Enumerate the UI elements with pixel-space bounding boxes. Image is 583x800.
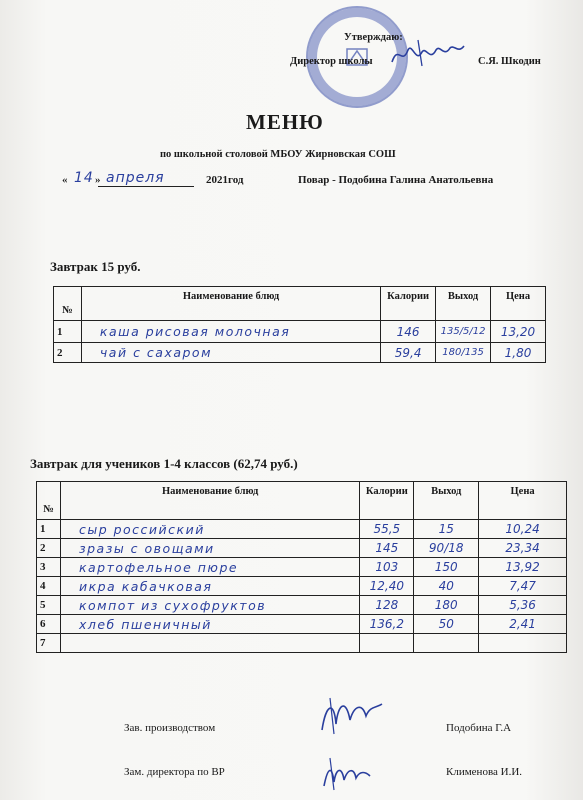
dish-name: хлеб пшеничный bbox=[60, 615, 359, 634]
dish-price: 13,20 bbox=[491, 321, 546, 343]
approve-label: Утверждаю: bbox=[344, 32, 403, 43]
dish-calories: 145 bbox=[360, 539, 414, 558]
dish-calories: 136,2 bbox=[360, 615, 414, 634]
dish-price bbox=[479, 634, 567, 653]
page-title: МЕНЮ bbox=[246, 110, 324, 134]
dish-output: 40 bbox=[414, 577, 479, 596]
dish-name: зразы с овощами bbox=[60, 539, 359, 558]
deputy-director-signature bbox=[320, 752, 384, 792]
row-number: 6 bbox=[37, 615, 61, 634]
director-name: С.Я. Шкодин bbox=[478, 56, 541, 67]
table-row bbox=[54, 343, 546, 363]
date-month: апреля bbox=[106, 170, 165, 186]
col-dish-name: Наименование блюд bbox=[60, 482, 359, 520]
col-output: Выход bbox=[414, 482, 479, 520]
menu-table-2 bbox=[36, 481, 567, 653]
dish-output: 50 bbox=[414, 615, 479, 634]
col-number: № bbox=[54, 287, 82, 321]
dish-price: 23,34 bbox=[479, 539, 567, 558]
row-number: 2 bbox=[37, 539, 61, 558]
dish-price: 13,92 bbox=[479, 558, 567, 577]
col-number: № bbox=[37, 482, 61, 520]
row-number: 4 bbox=[37, 577, 61, 596]
dish-price: 1,80 bbox=[491, 343, 546, 363]
role-deputy-director: Зам. директора по ВР bbox=[124, 766, 225, 778]
dish-name: картофельное пюре bbox=[60, 558, 359, 577]
col-output: Выход bbox=[436, 287, 491, 321]
row-number: 2 bbox=[54, 343, 82, 363]
row-number: 1 bbox=[54, 321, 82, 343]
row-number: 5 bbox=[37, 596, 61, 615]
name-deputy-director: Клименова И.И. bbox=[446, 766, 523, 778]
dish-price: 7,47 bbox=[479, 577, 567, 596]
date-day: 14 bbox=[74, 170, 94, 186]
col-price: Цена bbox=[491, 287, 546, 321]
dish-price: 10,24 bbox=[479, 520, 567, 539]
section2-title: Завтрак для учеников 1-4 классов (62,74 руб.) bbox=[30, 456, 298, 471]
dish-output bbox=[414, 634, 479, 653]
date-underline bbox=[98, 186, 194, 187]
dish-output: 15 bbox=[414, 520, 479, 539]
production-head-signature bbox=[316, 694, 386, 736]
dish-price: 5,36 bbox=[479, 596, 567, 615]
dish-calories: 128 bbox=[360, 596, 414, 615]
dish-name: чай с сахаром bbox=[81, 343, 380, 363]
dish-calories: 146 bbox=[381, 321, 436, 343]
table-row bbox=[37, 558, 567, 577]
name-production-head: Подобина Г.А bbox=[446, 722, 512, 734]
director-signature bbox=[388, 36, 466, 72]
menu-table-1 bbox=[53, 286, 546, 363]
dish-name: икра кабачковая bbox=[60, 577, 359, 596]
col-dish-name: Наименование блюд bbox=[81, 287, 380, 321]
date-open-quote: « bbox=[62, 174, 68, 186]
date-close-quote: » bbox=[95, 174, 101, 186]
table-row bbox=[37, 634, 567, 653]
col-calories: Калории bbox=[360, 482, 414, 520]
section1-title: Завтрак 15 руб. bbox=[50, 259, 141, 274]
dish-calories: 55,5 bbox=[360, 520, 414, 539]
dish-name bbox=[60, 634, 359, 653]
dish-calories: 12,40 bbox=[360, 577, 414, 596]
role-production-head: Зав. производством bbox=[124, 722, 216, 734]
dish-calories bbox=[360, 634, 414, 653]
dish-output: 180/135 bbox=[436, 343, 491, 363]
dish-calories: 59,4 bbox=[381, 343, 436, 363]
dish-price: 2,41 bbox=[479, 615, 567, 634]
cook-line: Повар - Подобина Галина Анатольевна bbox=[298, 174, 494, 186]
table-header-row bbox=[37, 482, 567, 520]
table-row bbox=[54, 321, 546, 343]
page-subtitle: по школьной столовой МБОУ Жирновская СОШ bbox=[160, 149, 396, 160]
director-label: Директор школы bbox=[290, 56, 373, 67]
dish-calories: 103 bbox=[360, 558, 414, 577]
dish-output: 90/18 bbox=[414, 539, 479, 558]
row-number: 7 bbox=[37, 634, 61, 653]
row-number: 1 bbox=[37, 520, 61, 539]
table-row bbox=[37, 596, 567, 615]
dish-name: сыр российский bbox=[60, 520, 359, 539]
dish-output: 135/5/12 bbox=[436, 321, 491, 343]
table-row bbox=[37, 615, 567, 634]
dish-output: 180 bbox=[414, 596, 479, 615]
table-row bbox=[37, 577, 567, 596]
row-number: 3 bbox=[37, 558, 61, 577]
dish-output: 150 bbox=[414, 558, 479, 577]
table-row bbox=[37, 520, 567, 539]
date-year: 2021год bbox=[206, 174, 244, 186]
col-calories: Калории bbox=[381, 287, 436, 321]
dish-name: каша рисовая молочная bbox=[81, 321, 380, 343]
col-price: Цена bbox=[479, 482, 567, 520]
dish-name: компот из сухофруктов bbox=[60, 596, 359, 615]
table-row bbox=[37, 539, 567, 558]
table-header-row bbox=[54, 287, 546, 321]
